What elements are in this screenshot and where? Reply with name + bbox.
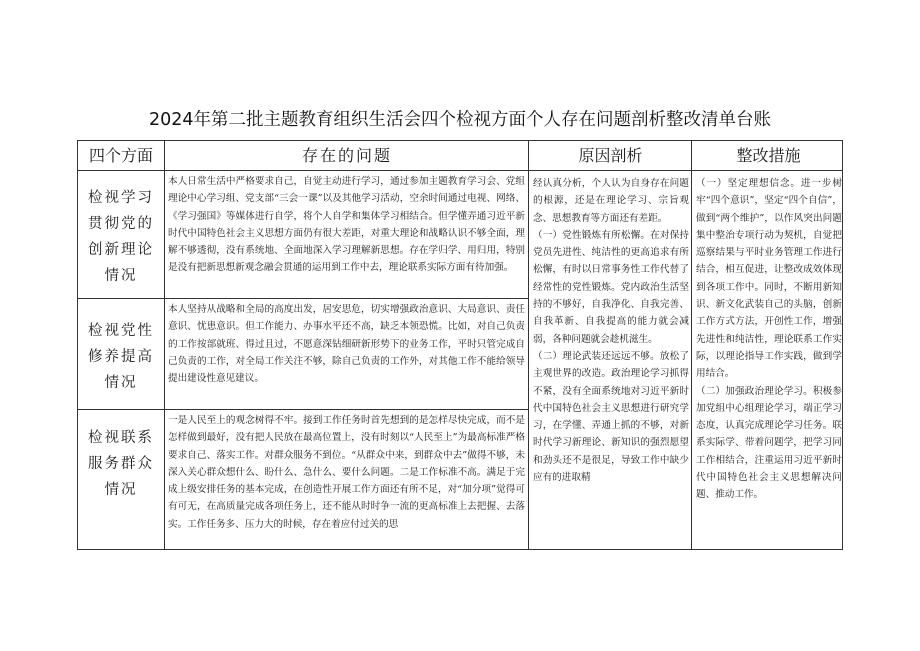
- header-causes: 原因剖析: [578, 146, 643, 165]
- rectification-table: [77, 140, 843, 550]
- problem-party-spirit: 本人坚持从战略和全局的高度出发，居安思危，切实增强政治意识、大局意识、责任意识、忧患意识。但工作能力、办事水平还不高，缺乏本领恐慌。比如，对自己负责的工作按部就班、得过且过，不愿意深钻细研新形势下的业务工作，平时只管完成自己负责的工作，对全局工作关注不够，除自己负责的工作外，对其他工作不能给领导提出建设性意见建议。: [168, 304, 525, 385]
- measure-paragraph: （二）加强政治理论学习。积极参加党组中心组理论学习，端正学习态度，认真完成理论学习任务。联系实际学、带着问题学，把学习同工作相结合，注重运用习近平新时代中国特色社会主义思想解决问题、推动工作。: [696, 385, 842, 501]
- cause-paragraph: （二）理论武装还远远不够。放松了主观世界的改造。政治理论学习抓得不紧，没有全面系统地对习近平新时代中国特色社会主义思想进行研究学习，在学懂、弄通上抓的不够，对新时代学习新理论、新知识的强烈愿望和劲头还不是很足，导致工作中缺少应有的进取精: [533, 350, 689, 484]
- cause-paragraph: （一）党性锻炼有所松懈。在对保持党员先进性、纯洁性的更高追求有所松懈，有时以日常事务性工作代替了经常性的党性锻炼。党内政治生活坚持的不够好，自我净化、自我完善、自我革新、自我提高的能力就会减弱，各种问题就会趁机滋生。: [533, 229, 689, 345]
- row-divider: [78, 409, 529, 410]
- problem-serve-masses: 一是人民至上的观念树得不牢。接到工作任务时首先想到的是怎样尽快完成，而不是怎样做到最好，没有把人民放在最高位置上，没有时刻以“人民至上”为最高标准严格要求自己、落实工作。对群众服务不到位。“从群众中来，到群众中去”做得不够，未深入关心群众想什么、盼什么、急什么、要什么问题。二是工作标准不高。满足于完成上级安排任务的基本完成，在创造性开展工作方面还有所不足，对“加分项”觉得可有可无，在高质量完成各项任务上，还不能从时时争一流的更高标准上去把握、去落实。工作任务多、压力大的时候，存在着应付过关的思: [168, 415, 525, 530]
- problem-study-theory: 本人日常生活中严格要求自己，自觉主动进行学习，通过参加主题教育学习会、党组理论中心学习组、党支部“三会一课”以及其他学习活动，空余时间通过电视、网络、《学习强国》等媒体进行自学，将个人自学和集体学习相结合。但学懂弄通习近平新时代中国特色社会主义思想方面仍有很大差距，对重大理论和战略认识不够全面，理解不够透彻，没有系统地、全面地深入学习理解新思想。存在学归学、用归用，特别是没有把新思想新观念融会贯通的运用到工作中去，理论联系实际方面有待加强。: [168, 176, 525, 274]
- row-divider: [78, 298, 529, 299]
- page-title: 2024年第二批主题教育组织生活会四个检视方面个人存在问题剖析整改清单台账: [148, 110, 772, 130]
- header-aspects: 四个方面: [88, 146, 153, 165]
- header-measures: 整改措施: [736, 146, 801, 165]
- aspect-study-theory: 检视学习贯彻党的创新理论情况: [88, 190, 154, 284]
- header-problems: 存在的问题: [301, 146, 392, 165]
- measure-paragraph: （一）坚定理想信念。进一步树牢“四个意识”，坚定“四个自信”，做到“两个维护”，以作风突出问题集中整治专项行动为契机，自觉把巡察结果与平时业务管理工作进行结合，相互促进，让整改成效体现到各项工作中。同时，不断用新知识、新文化武装自己的头脑，创新工作方式方法，开创性工作，增强先进性和纯洁性，理论联系工作实际，以理论指导工作实践，做到学用结合。: [696, 178, 842, 380]
- column-divider: [164, 141, 165, 549]
- aspect-party-spirit: 检视党性修养提高情况: [88, 323, 154, 391]
- column-divider: [691, 141, 692, 549]
- column-divider: [528, 141, 529, 549]
- aspect-serve-masses: 检视联系服务群众情况: [88, 430, 154, 498]
- cause-paragraph: 经认真分析，个人认为自身存在问题的根源，还是在理论学习、宗旨观念、思想教育等方面还有差距。: [533, 178, 689, 224]
- cause-analysis: [530, 173, 691, 549]
- rectification-measures: [693, 173, 844, 549]
